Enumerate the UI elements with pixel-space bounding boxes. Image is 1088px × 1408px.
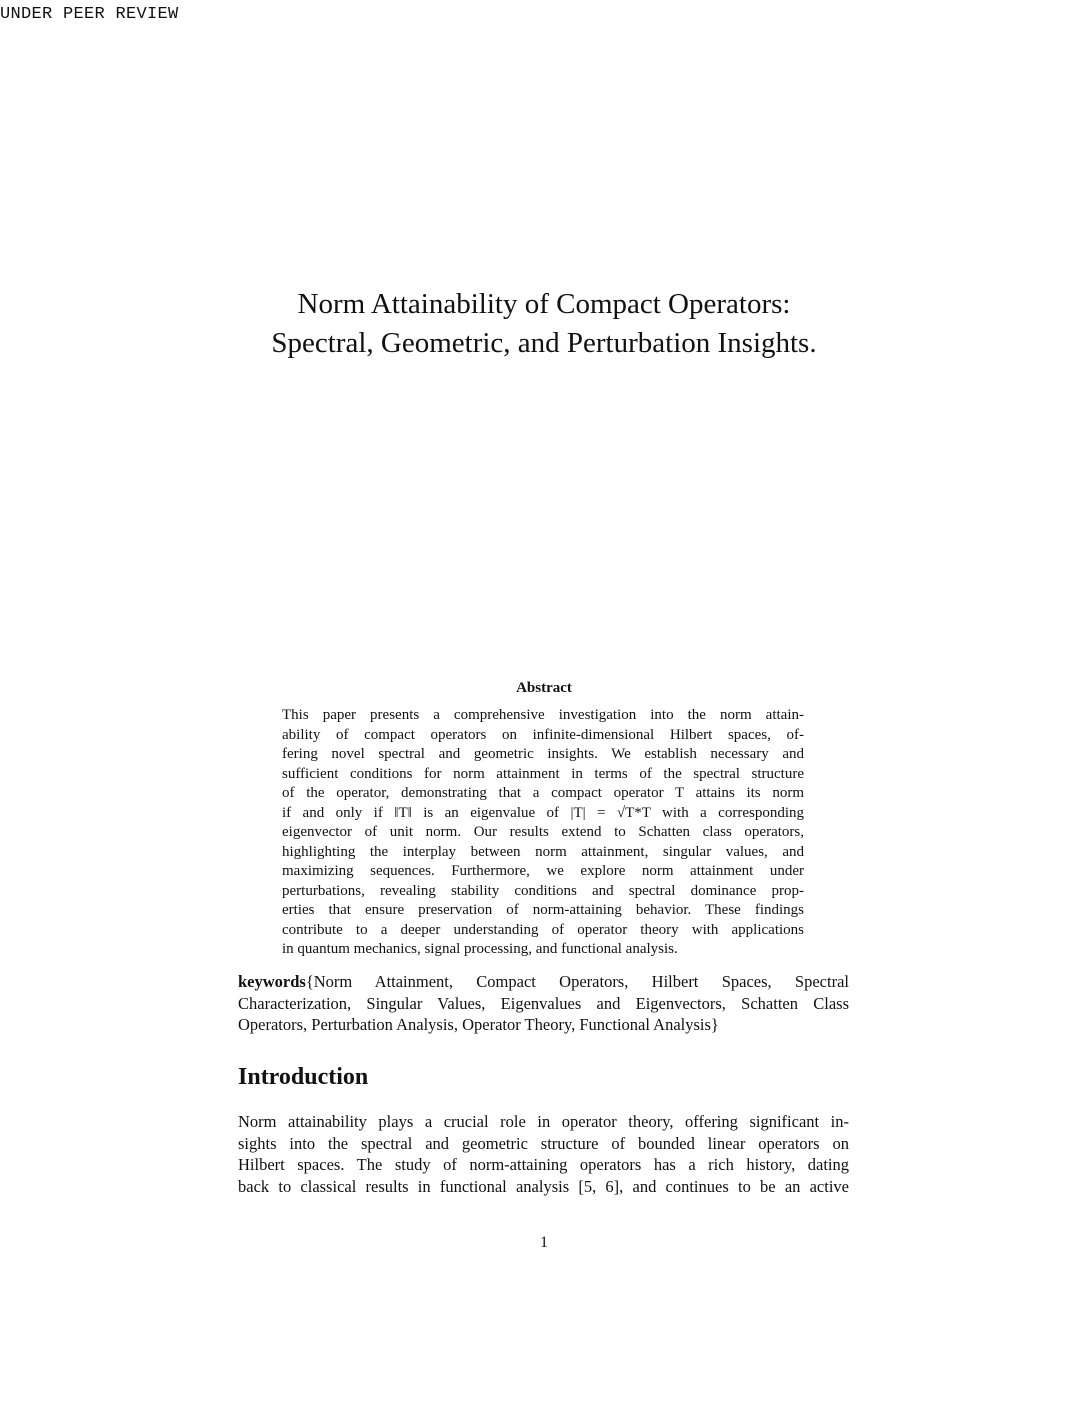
keywords-label: keywords: [238, 972, 306, 991]
abstract-line: maximizing sequences. Furthermore, we explore norm attainment under: [282, 863, 804, 879]
keywords-line: Characterization, Singular Values, Eigenvalues and Eigenvectors, Schatten Class: [238, 993, 849, 1013]
keywords: [238, 971, 849, 1036]
title-line: Norm Attainability of Compact Operators:: [297, 288, 791, 320]
abstract-line: contribute to a deeper understanding of operator theory with applications: [282, 921, 804, 938]
section-heading-introduction: Introduction: [238, 1064, 369, 1090]
abstract-line: perturbations, revealing stability conditions and spectral dominance prop-: [282, 882, 804, 899]
body-line: back to classical results in functional analysis [5, 6], and continues to be an active: [238, 1176, 849, 1196]
abstract-line: if and only if ‖T‖ is an eigenvalue of |T| = √T*T with a corresponding: [282, 804, 804, 821]
abstract-line: ability of compact operators on infinite-dimensional Hilbert spaces, of-: [282, 726, 804, 743]
page-number: 1: [540, 1234, 548, 1251]
watermark: UNDER PEER REVIEW: [0, 5, 179, 24]
paper-title: [0, 285, 1088, 363]
abstract-line: sufficient conditions for norm attainment in terms of the spectral structure: [282, 765, 804, 782]
abstract-line: in quantum mechanics, signal processing, and functional analysis.: [282, 941, 678, 957]
body-line: sights into the spectral and geometric structure of bounded linear operators on: [238, 1133, 849, 1153]
title-line: Spectral, Geometric, and Perturbation Insights.: [271, 327, 817, 359]
keywords-line: [238, 971, 849, 993]
keywords-line: Operators, Perturbation Analysis, Operator Theory, Functional Analysis}: [238, 1015, 719, 1035]
abstract-heading: Abstract: [516, 680, 572, 696]
abstract-line: highlighting the interplay between norm attainment, singular values, and: [282, 843, 804, 860]
abstract-body: [282, 706, 804, 960]
abstract-line: of the operator, demonstrating that a compact operator T attains its norm: [282, 785, 804, 801]
abstract-line: fering novel spectral and geometric insights. We establish necessary and: [282, 746, 804, 762]
body-line: Norm attainability plays a crucial role in operator theory, offering significant in-: [238, 1112, 849, 1131]
abstract-line: This paper presents a comprehensive investigation into the norm attain-: [282, 707, 804, 723]
abstract-line: eigenvector of unit norm. Our results extend to Schatten class operators,: [282, 824, 804, 840]
keywords-text: {Norm Attainment, Compact Operators, Hilbert Spaces, Spectral: [305, 972, 849, 991]
abstract-line: erties that ensure preservation of norm-attaining behavior. These findings: [282, 902, 804, 918]
introduction-body: [238, 1111, 849, 1197]
body-line: Hilbert spaces. The study of norm-attaining operators has a rich history, dating: [238, 1155, 849, 1175]
